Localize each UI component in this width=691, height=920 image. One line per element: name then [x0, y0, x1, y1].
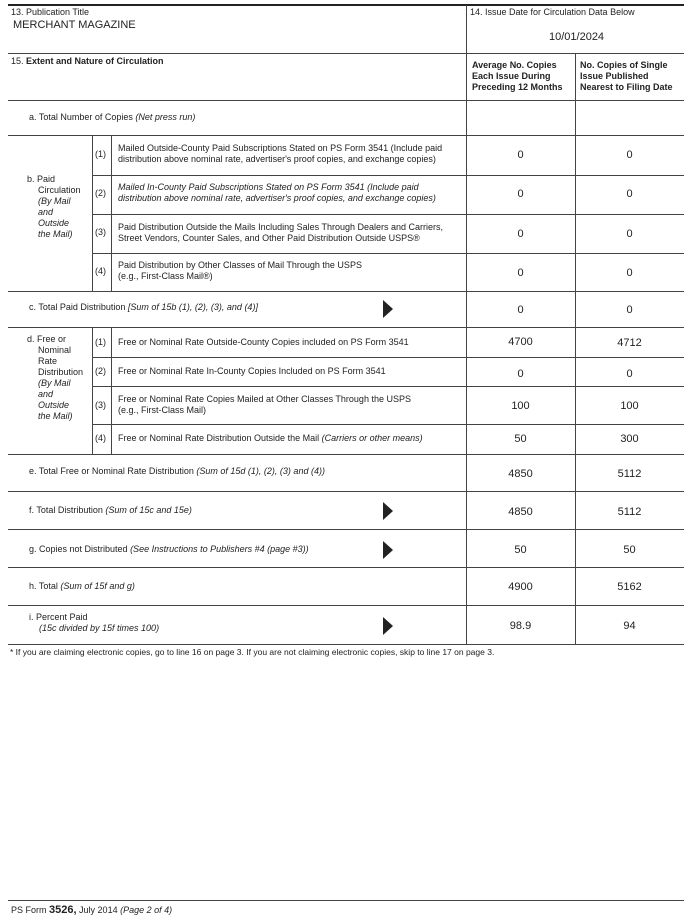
row-divider — [92, 386, 684, 387]
d1-text: Free or Nominal Rate Outside-County Copies included on PS Form 3541 — [118, 337, 409, 347]
row-divider — [8, 454, 684, 455]
form-footer: PS Form 3526, July 2014 (Page 2 of 4) — [11, 904, 173, 916]
d2-single: 0 — [626, 368, 633, 380]
h-single: 5162 — [617, 581, 642, 593]
b3-text: Paid Distribution Outside the Mails Including Sales Through Dealers and Carriers, Street Vendors, Counter Sales, and Other Paid Distribution Outside USPS® — [118, 222, 443, 243]
e-single: 5112 — [617, 468, 642, 480]
section-15-number: 15. — [11, 56, 24, 66]
issue-date-value: 10/01/2024 — [549, 31, 605, 43]
d2-text: Free or Nominal Rate In-County Copies Included on PS Form 3541 — [118, 366, 386, 376]
issue-date-label: 14. Issue Date for Circulation Data Below — [470, 7, 635, 17]
d2-avg: 0 — [517, 368, 524, 380]
row-h-label: h. Total (Sum of 15f and g) — [29, 581, 135, 591]
d4-num: (4) — [95, 433, 106, 443]
h-avg: 4900 — [508, 581, 533, 593]
d4-avg: 50 — [514, 433, 527, 445]
row-f-label: f. Total Distribution (Sum of 15c and 15e) — [29, 505, 192, 515]
b4-single: 0 — [626, 267, 633, 279]
b4-avg: 0 — [517, 267, 524, 279]
b-label-divider — [92, 135, 93, 291]
header-divider — [8, 53, 684, 54]
b1-text: Mailed Outside-County Paid Subscriptions Stated on PS Form 3541 (Include paid distribution above nominal rate, advertiser's proof copies, and exchange copies) — [118, 143, 443, 164]
row-e-label: e. Total Free or Nominal Rate Distribution (Sum of 15d (1), (2), (3) and (4)) — [29, 466, 325, 476]
footnote: * If you are claiming electronic copies, go to line 16 on page 3. If you are not claiming electronic copies, skip to line 17 on page 3. — [10, 647, 495, 657]
b2-avg: 0 — [517, 188, 524, 200]
row-divider — [8, 327, 684, 328]
g-single: 50 — [623, 544, 636, 556]
b2-single: 0 — [626, 188, 633, 200]
arrow-right-icon — [383, 541, 393, 559]
d1-avg: 4700 — [508, 336, 533, 348]
row-divider — [8, 529, 684, 530]
group-d-label: d. Free or Nominal Rate Distribution (By Mail and Outside the Mail) — [27, 334, 84, 421]
b2-text: Mailed In-County Paid Subscriptions Stated on PS Form 3541 (Include paid distribution above nominal rate, advertiser's proof copies, and exchange copies) — [118, 182, 436, 203]
g-avg: 50 — [514, 544, 527, 556]
row-divider — [92, 214, 684, 215]
b3-avg: 0 — [517, 228, 524, 240]
section-15-label — [11, 56, 164, 67]
arrow-right-icon — [383, 300, 393, 318]
b4-num: (4) — [95, 266, 106, 276]
group-b-label: b. Paid Circulation (By Mail and Outside the Mail) — [27, 174, 81, 239]
d4-text: Free or Nominal Rate Distribution Outside the Mail (Carriers or other means) — [118, 433, 423, 443]
b3-single: 0 — [626, 228, 633, 240]
f-single: 5112 — [617, 506, 642, 518]
i-avg: 98.9 — [509, 620, 532, 632]
f-avg: 4850 — [508, 506, 533, 518]
d1-single: 4712 — [617, 337, 642, 349]
row-c-label: c. Total Paid Distribution [Sum of 15b (1), (2), (3), and (4)] — [29, 302, 258, 312]
row-a-label: a. Total Number of Copies (Net press run) — [29, 112, 196, 122]
i-single: 94 — [623, 620, 636, 632]
row-divider — [8, 291, 684, 292]
top-border — [8, 4, 684, 6]
row-divider — [92, 424, 684, 425]
row-divider — [92, 253, 684, 254]
d3-num: (3) — [95, 400, 106, 410]
d2-num: (2) — [95, 366, 106, 376]
row-divider — [8, 644, 684, 645]
b-num-divider — [111, 135, 112, 291]
d3-single: 100 — [620, 400, 639, 412]
row-divider — [8, 491, 684, 492]
row-divider — [8, 605, 684, 606]
row-g-label: g. Copies not Distributed (See Instructions to Publishers #4 (page #3)) — [29, 544, 309, 554]
row-divider — [92, 357, 684, 358]
d-label-divider — [92, 327, 93, 454]
d-num-divider — [111, 327, 112, 454]
e-avg: 4850 — [508, 468, 533, 480]
d3-text: Free or Nominal Rate Copies Mailed at Other Classes Through the USPS (e.g., First-Class Mail) — [118, 394, 411, 415]
publication-title-value: MERCHANT MAGAZINE — [13, 19, 136, 31]
b1-avg: 0 — [517, 149, 524, 161]
header-col-divider — [466, 5, 467, 53]
col-header-single: No. Copies of Single Issue Published Nearest to Filing Date — [580, 60, 673, 92]
b2-num: (2) — [95, 188, 106, 198]
b1-num: (1) — [95, 149, 106, 159]
footer-divider — [8, 900, 684, 901]
row-divider — [8, 100, 684, 101]
d1-num: (1) — [95, 337, 106, 347]
row-divider — [8, 567, 684, 568]
d3-avg: 100 — [511, 400, 530, 412]
arrow-right-icon — [383, 502, 393, 520]
col-header-average: Average No. Copies Each Issue During Preceding 12 Months — [472, 60, 563, 92]
publication-title-label: 13. Publication Title — [11, 7, 90, 17]
arrow-right-icon — [383, 617, 393, 635]
d4-single: 300 — [620, 433, 639, 445]
b1-single: 0 — [626, 149, 633, 161]
row-divider — [8, 135, 684, 136]
b4-text: Paid Distribution by Other Classes of Mail Through the USPS (e.g., First-Class Mail®) — [118, 260, 362, 281]
section-15-title: Extent and Nature of Circulation — [26, 56, 164, 66]
c-avg: 0 — [517, 304, 524, 316]
row-i-label: i. Percent Paid (15c divided by 15f times 100) — [29, 612, 160, 633]
b3-num: (3) — [95, 227, 106, 237]
c-single: 0 — [626, 304, 633, 316]
row-divider — [92, 175, 684, 176]
